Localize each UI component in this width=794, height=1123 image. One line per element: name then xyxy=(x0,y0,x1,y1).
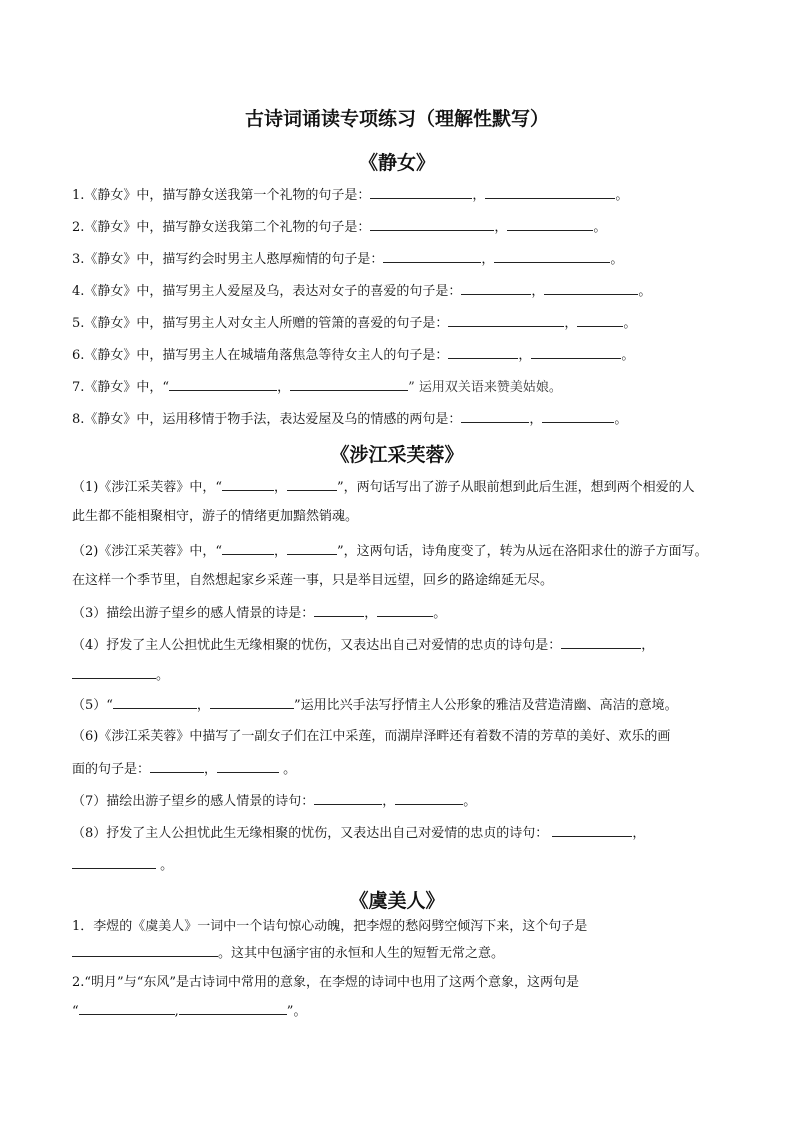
answer-blank[interactable] xyxy=(217,760,279,773)
answer-blank[interactable] xyxy=(561,636,641,649)
question-shejiang-8-cont: 。 xyxy=(72,856,173,875)
answer-blank[interactable] xyxy=(290,378,408,391)
answer-blank[interactable] xyxy=(531,346,621,359)
answer-blank[interactable] xyxy=(222,542,274,555)
question-jingnv-4: 4.《静女》中，描写男主人爱屋及乌，表达对女子的喜爱的句子是： ， 。 xyxy=(72,284,652,299)
section-title-jingnv: 《静女》 xyxy=(358,152,435,174)
question-shejiang-6: （6)《涉江采芙蓉》中描写了一副女子们在江中采莲，而湖岸泽畔还有着数不清的芳草的美好、欢乐的画 xyxy=(72,729,671,744)
question-yumeiren-1-cont: 。这其中包涵宇宙的永恒和人生的短暂无常之意。 xyxy=(72,944,504,963)
answer-blank[interactable] xyxy=(507,218,593,231)
answer-blank[interactable] xyxy=(79,1002,175,1015)
question-jingnv-8: 8.《静女》中，运用移情于物手法，表达爱屋及乌的情感的两句是： ， 。 xyxy=(72,412,628,427)
question-jingnv-5: 5.《静女》中，描写男主人对女主人所赠的管箫的喜爱的句子是： ， 。 xyxy=(72,316,637,331)
question-shejiang-2-cont: 在这样一个季节里，自然想起家乡采莲一事，只是举目远望，回乡的路途绵延无尽。 xyxy=(72,573,554,588)
answer-blank[interactable] xyxy=(287,542,337,555)
answer-blank[interactable] xyxy=(142,944,218,957)
question-yumeiren-2-cont: “ , ”。 xyxy=(72,1004,307,1019)
answer-blank[interactable] xyxy=(448,346,518,359)
section-title-yumeiren: 《虞美人》 xyxy=(349,890,445,912)
answer-blank[interactable] xyxy=(287,478,337,491)
answer-blank[interactable] xyxy=(494,250,610,263)
question-shejiang-4: （4）抒发了主人公担忧此生无缘相聚的忧伤，又表达出自己对爱情的忠贞的诗句是： ， xyxy=(72,638,655,653)
question-shejiang-1-cont: 此生都不能相聚相守，游子的情绪更加黯然销魂。 xyxy=(72,509,359,524)
answer-blank[interactable] xyxy=(461,410,529,423)
answer-blank[interactable] xyxy=(542,410,614,423)
answer-blank[interactable] xyxy=(314,792,382,805)
answer-blank[interactable] xyxy=(169,378,277,391)
answer-blank[interactable] xyxy=(72,666,156,679)
question-shejiang-4-cont: 。 xyxy=(72,666,169,685)
question-shejiang-7: （7）描绘出游子望乡的感人情景的诗句： ， 。 xyxy=(72,794,477,809)
question-yumeiren-1: 1．李煜的《虞美人》一词中一个诘句惊心动魄，把李煜的愁闷劈空倾泻下来，这个句子是 xyxy=(72,919,588,934)
answer-blank[interactable] xyxy=(370,218,494,231)
answer-blank[interactable] xyxy=(113,696,197,709)
answer-blank[interactable] xyxy=(179,1002,287,1015)
question-jingnv-1: 1.《静女》中，描写静女送我第一个礼物的句子是： ， 。 xyxy=(72,188,629,203)
question-shejiang-3: （3）描绘出游子望乡的感人情景的诗是： ， 。 xyxy=(72,606,447,621)
question-shejiang-6-cont: 面的句子是： ， 。 xyxy=(72,762,297,777)
answer-blank[interactable] xyxy=(383,250,481,263)
answer-blank[interactable] xyxy=(370,186,472,199)
answer-blank[interactable] xyxy=(461,282,531,295)
page-title: 古诗词诵读专项练习（理解性默写） xyxy=(244,108,549,130)
answer-blank[interactable] xyxy=(150,760,204,773)
answer-blank[interactable] xyxy=(72,944,142,957)
question-jingnv-6: 6.《静女》中，描写男主人在城墙角落焦急等待女主人的句子是： ， 。 xyxy=(72,348,635,363)
question-yumeiren-2: 2.“明月”与“东风”是古诗词中常用的意象，在李煜的诗词中也用了这两个意象，这两句是 xyxy=(72,975,579,990)
answer-blank[interactable] xyxy=(222,478,274,491)
answer-blank[interactable] xyxy=(395,792,463,805)
question-shejiang-8: （8）抒发了主人公担忧此生无缘相聚的忧伤，又表达出自己对爱情的忠贞的诗句： ， xyxy=(72,826,646,841)
answer-blank[interactable] xyxy=(577,314,623,327)
question-shejiang-5: （5）“ ， ”运用比兴手法写抒情主人公形象的雅洁及营造清幽、高洁的意境。 xyxy=(72,698,678,713)
answer-blank[interactable] xyxy=(210,696,294,709)
question-shejiang-2: （2)《涉江采芙蓉》中，“ ， ”，这两句话，诗角度变了，转为从远在洛阳求仕的游子方面写。 xyxy=(72,544,708,559)
answer-blank[interactable] xyxy=(552,824,632,837)
question-jingnv-7: 7.《静女》中，“ ， ” 运用双关语来赞美姑娘。 xyxy=(72,380,562,395)
answer-blank[interactable] xyxy=(377,604,433,617)
answer-blank[interactable] xyxy=(485,186,615,199)
answer-blank[interactable] xyxy=(72,856,156,869)
answer-blank[interactable] xyxy=(448,314,564,327)
section-title-shejiang: 《涉江采芙蓉》 xyxy=(330,444,464,466)
answer-blank[interactable] xyxy=(544,282,638,295)
question-jingnv-2: 2.《静女》中，描写静女送我第二个礼物的句子是： ， 。 xyxy=(72,220,607,235)
question-shejiang-1: （1)《涉江采芙蓉》中，“ ， ”，两句话写出了游子从眼前想到此后生涯，想到两个相爱的人 xyxy=(72,480,695,495)
question-jingnv-3: 3.《静女》中，描写约会时男主人憨厚痴情的句子是： ， 。 xyxy=(72,252,624,267)
answer-blank[interactable] xyxy=(314,604,364,617)
